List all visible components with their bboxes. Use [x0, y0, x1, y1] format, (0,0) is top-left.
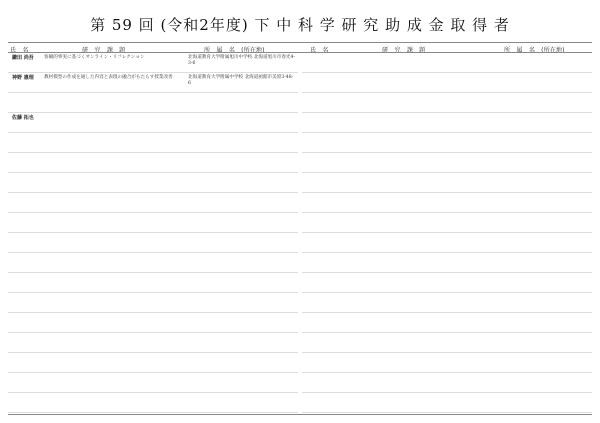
table-row [8, 353, 298, 373]
left-header-affiliation: 所 属 名 (所在地) [204, 47, 265, 54]
table-row [302, 293, 592, 313]
table-row [8, 373, 298, 393]
table-row [302, 393, 592, 413]
page-title: 第 59 回 (令和2年度) 下 中 科 学 研 究 助 成 金 取 得 者 [90, 16, 510, 34]
table-row [302, 253, 592, 273]
table-row [302, 53, 592, 73]
table-row [8, 193, 298, 213]
table-row [8, 233, 298, 253]
table-row [8, 213, 298, 233]
affiliation: 北海道教育大学附属中学校 北海道函館市美原3-48-6 [188, 75, 294, 86]
table-row [302, 213, 592, 233]
left-header-subject: 研 究 課 題 [82, 47, 126, 54]
table-row [8, 253, 298, 273]
table-row [8, 293, 298, 313]
table-row [302, 133, 592, 153]
recipient-name: 佐藤 拓也 [12, 115, 34, 121]
table-row [8, 333, 298, 353]
left-header-name: 氏 名 [10, 47, 29, 54]
right-header-affiliation: 所 属 名 (所在地) [504, 47, 565, 54]
table-row [8, 393, 298, 413]
table-row [8, 313, 298, 333]
table-row [8, 273, 298, 293]
table-row [302, 333, 592, 353]
table-row [302, 373, 592, 393]
table-row [8, 73, 298, 93]
table-row [8, 53, 298, 73]
right-header-name: 氏 名 [310, 47, 329, 54]
table-row [302, 113, 592, 133]
table-row [302, 153, 592, 173]
table-row [302, 93, 592, 113]
affiliation: 北海道教育大学附属旭川中学校 北海道旭川市春光4-3-6 [188, 55, 295, 66]
research-subject: 教材模型の作成を通した内容と表現の融合がもたらす授業改善 [44, 75, 173, 80]
row-separator [302, 412, 592, 413]
table-row [8, 113, 298, 133]
table-row [302, 313, 592, 333]
row-separator [8, 412, 298, 413]
table-row [8, 173, 298, 193]
table-row [302, 353, 592, 373]
research-subject: 客観的事実に基づくオンライン・リフレクション [44, 55, 145, 60]
table-row [302, 273, 592, 293]
table-row [302, 73, 592, 93]
right-header-subject: 研 究 課 題 [382, 47, 426, 54]
table-row [302, 173, 592, 193]
recipient-name: 神野 惠理 [12, 75, 34, 81]
header-top-rule [8, 42, 592, 43]
table-row [302, 233, 592, 253]
table-row [8, 153, 298, 173]
table-row [302, 193, 592, 213]
recipient-name: 鎌田 尚吾 [12, 55, 34, 61]
table-bottom-rule [8, 414, 592, 415]
table-row [8, 93, 298, 113]
table-row [8, 133, 298, 153]
